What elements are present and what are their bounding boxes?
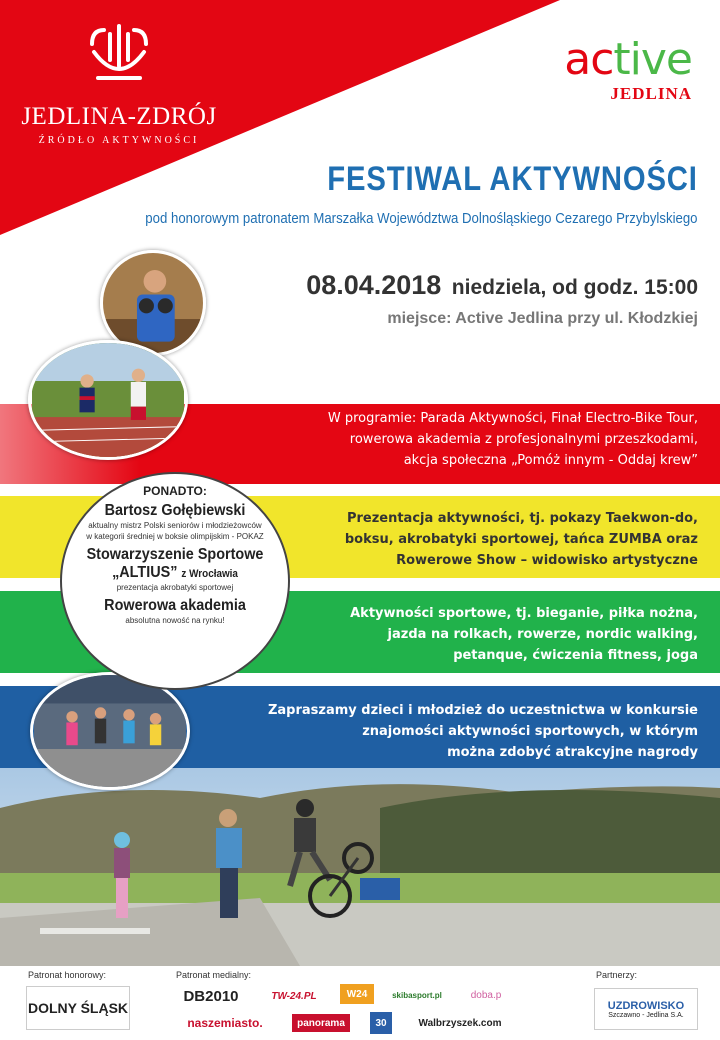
brand-word: [564, 34, 692, 85]
db2010-logo: DB2010: [183, 987, 239, 1005]
bike-park-photo: [0, 768, 720, 966]
band-line: boksu, akrobatyki sportowej, tańca ZUMBA oraz: [344, 532, 698, 547]
band-line: Aktywności sportowe, tj. bieganie, piłka nożna,: [350, 606, 698, 621]
event-date-line: [306, 270, 698, 301]
guest-name-2b: [73, 564, 276, 582]
ponadto-heading: PONADTO:: [143, 484, 207, 498]
band-line: akcja społeczna „Pomóż innym - Oddaj krew”: [403, 453, 698, 468]
guest-name-2: Stowarzyszenie Sportowe: [86, 546, 264, 563]
active-jedlina-logo: [564, 34, 692, 104]
panorama-logo: panorama: [292, 1014, 350, 1032]
band-line: można zdobyć atrakcyjne nagrody: [447, 745, 698, 760]
guest-desc-2: prezentacja akrobatyki sportowej: [116, 583, 234, 592]
uzdrowisko-logo: [594, 988, 698, 1030]
guest-desc-1a: aktualny mistrz Polski seniorów i młodzieżowców: [88, 521, 262, 530]
media-label: Patronat medialny:: [176, 970, 252, 980]
event-date: 08.04.2018: [306, 270, 442, 300]
guest-desc-1b: w kategorii średniej w boksie olimpijskim - POKAZ: [86, 532, 264, 541]
dolny-slask-logo: [26, 986, 130, 1030]
dolny-slask-text: DOLNY ŚLĄSK: [27, 1000, 129, 1016]
skibasport-logo: skibasport.pl: [392, 990, 442, 1000]
partners-label: Partnerzy:: [596, 970, 638, 980]
uzdrowisko-sub: Szczawno - Jedlina S.A.: [608, 1011, 684, 1019]
guest-desc-3: absolutna nowość na rynku!: [125, 616, 225, 625]
crest-icon: [84, 22, 154, 86]
band-line: rowerowa akademia z profesjonalnymi przeszkodami,: [349, 432, 698, 447]
town-name: JEDLINA-ZDRÓJ: [21, 103, 217, 130]
band-line: Rowerowe Show – widowisko artystyczne: [396, 553, 698, 568]
contest-text: [268, 700, 698, 763]
footer-sponsors: [0, 966, 720, 1040]
band-line: W programie: Parada Aktywności, Finał Electro-Bike Tour,: [327, 411, 698, 426]
band-line: petanque, ćwiczenia fitness, joga: [453, 648, 698, 663]
band-line: Zapraszamy dzieci i młodzież do uczestnictwa w konkursie: [267, 703, 698, 718]
brand-sub: JEDLINA: [610, 84, 692, 103]
festival-subtitle: pod honorowym patronatem Marszałka Województwa Dolnośląskiego Cezarego Przybylskiego: [145, 210, 698, 227]
brand-word-part-b: tive: [613, 34, 692, 85]
guest-name-2-quote: „ALTIUS”: [112, 564, 178, 581]
guest-city-2: z Wrocławia: [181, 568, 238, 580]
guest-name-1: Bartosz Gołębiewski: [104, 502, 246, 519]
band-line: Prezentacja aktywności, tj. pokazy Taekwon-do,: [346, 511, 698, 526]
program-text: [328, 408, 698, 471]
ponadto-circle: [60, 472, 290, 690]
walbrzyszek-logo: Walbrzyszek.com: [418, 1017, 502, 1029]
town-tagline: ŹRÓDŁO AKTYWNOŚCI: [38, 135, 200, 146]
sports-text: [350, 603, 698, 666]
w24-logo: W24: [340, 984, 374, 1004]
band-line: jazda na rolkach, rowerze, nordic walking,: [387, 627, 698, 642]
event-place: miejsce: Active Jedlina przy ul. Kłodzkiej: [387, 310, 698, 327]
30-minut-logo: 30: [370, 1012, 392, 1034]
band-line: znajomości aktywności sportowych, w którym: [362, 724, 698, 739]
guest-name-3: Rowerowa akademia: [104, 597, 246, 614]
tw24-logo: TW-24.PL: [271, 990, 317, 1002]
doba-logo: doba.p: [470, 989, 502, 1001]
runners-photo: [28, 340, 188, 460]
festival-title: FESTIWAL AKTYWNOŚCI: [327, 160, 698, 198]
brand-word-part-a: ac: [564, 34, 614, 85]
event-time: niedziela, od godz. 15:00: [451, 276, 698, 299]
honorary-label: Patronat honorowy:: [28, 970, 107, 980]
uzdrowisko-name: UZDROWISKO: [607, 999, 685, 1012]
presentation-text: [345, 508, 698, 571]
jedlina-zdroj-logo: [14, 22, 224, 146]
naszemiasto-logo: naszemiasto.: [187, 1016, 263, 1030]
